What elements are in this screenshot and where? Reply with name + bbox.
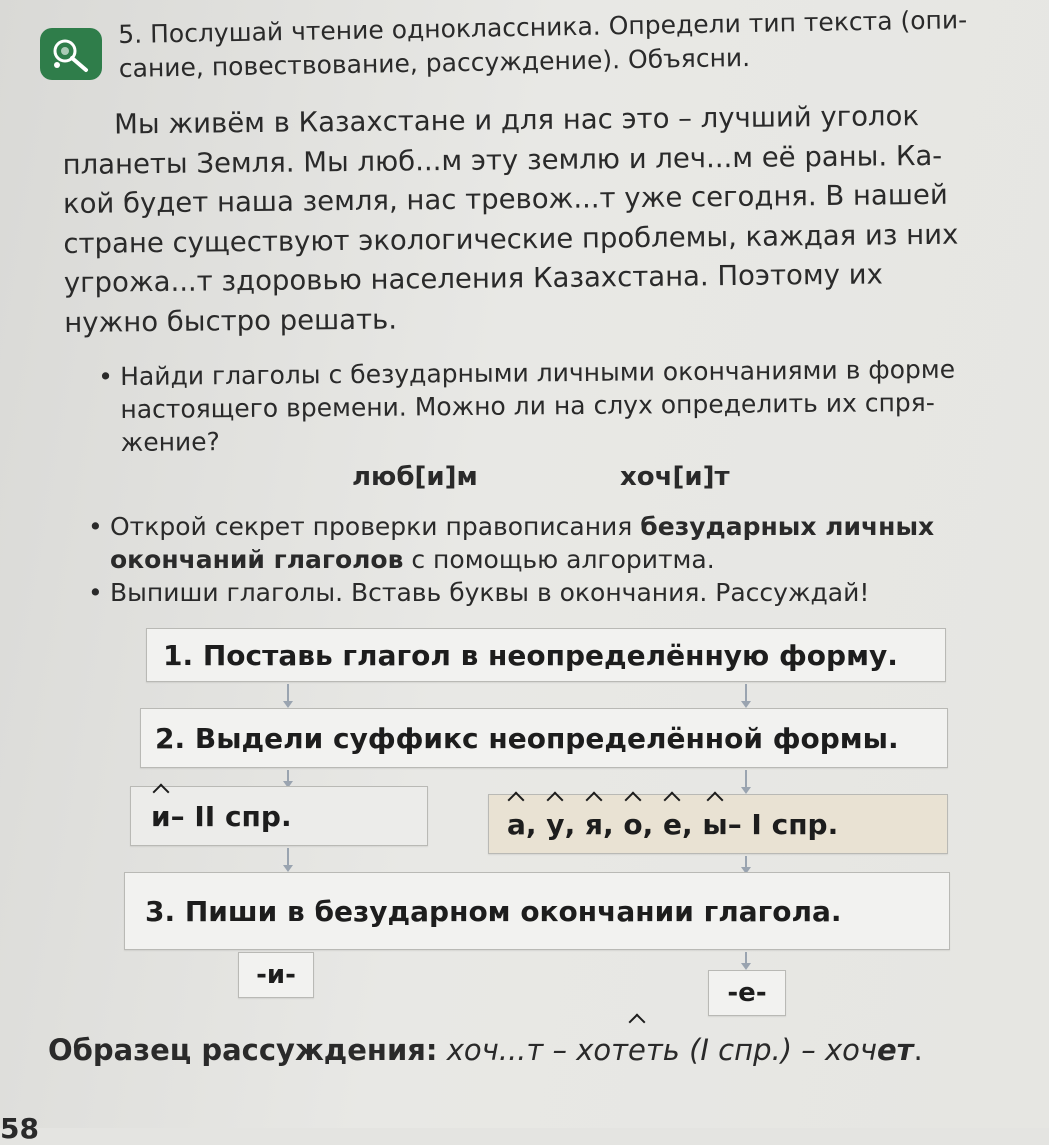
result-ending-i bbox=[238, 952, 314, 998]
down-arrow-icon bbox=[745, 684, 747, 702]
paragraph-line: стране существуют экологические проблемы, каждая из них bbox=[63, 218, 959, 260]
task-line-2: сание, повествование, рассуждение). Объясни. bbox=[118, 42, 751, 83]
paragraph-line: кой будет наша земля, нас тревож...т уже сегодня. В нашей bbox=[62, 178, 948, 220]
step-text: 3. Пиши в безударном окончании глагола. bbox=[145, 894, 842, 928]
bullet-bold-text: безударных личных bbox=[640, 512, 935, 541]
algorithm-step-1 bbox=[146, 628, 946, 682]
sample-text: ть (I спр.) – хоч bbox=[645, 1033, 877, 1067]
bullet-dot: • bbox=[98, 362, 114, 392]
bullet-dot: • bbox=[88, 578, 103, 607]
suffix-letter: я bbox=[584, 807, 603, 841]
down-arrow-icon bbox=[745, 856, 747, 868]
ending-text: -е- bbox=[727, 978, 767, 1008]
bullet-line: Найди глаголы с безударными личными окончаниями в форме bbox=[120, 354, 956, 391]
magnifier-icon-graphic bbox=[48, 34, 94, 74]
bullet-text: Открой секрет проверки правописания bbox=[110, 512, 641, 541]
algorithm-step-3 bbox=[124, 872, 950, 950]
ending-text: -и- bbox=[256, 960, 296, 990]
down-arrow-icon bbox=[287, 770, 289, 782]
conjugation-label: – II спр. bbox=[170, 799, 292, 833]
magnifier-icon bbox=[40, 28, 102, 80]
suffix-letter: а bbox=[507, 807, 526, 841]
suffix-letter: о bbox=[623, 807, 643, 841]
suffix-letter: у bbox=[546, 807, 565, 841]
sample-ending: ет bbox=[876, 1033, 914, 1067]
example-word: люб[и]м bbox=[352, 462, 478, 492]
conjugation-label: – I спр. bbox=[727, 807, 839, 841]
paragraph-line: планеты Земля. Мы люб...м эту землю и леч...м её раны. Ка- bbox=[62, 139, 943, 181]
step-text: 2. Выдели суффикс неопределённой формы. bbox=[155, 721, 899, 755]
down-arrow-icon bbox=[287, 684, 289, 702]
task-line-1: 5. Послушай чтение одноклассника. Определи тип текста (опи- bbox=[118, 5, 968, 49]
suffix-letter: ы bbox=[702, 807, 728, 841]
paragraph-line: нужно быстро решать. bbox=[64, 303, 398, 339]
down-arrow-icon bbox=[745, 770, 747, 788]
bullet-line: Выпиши глаголы. Вставь буквы в окончания. Рассуждай! bbox=[110, 578, 870, 607]
page-number: 58 bbox=[0, 1112, 39, 1145]
task-heading bbox=[118, 2, 1019, 86]
conjugation-i-box: а , у , я , о , е , ы – I спр. bbox=[488, 794, 948, 854]
example-word: хоч[и]т bbox=[620, 462, 730, 492]
reading-paragraph bbox=[62, 96, 1014, 343]
conjugation-ii-box bbox=[130, 786, 428, 846]
down-arrow-icon bbox=[745, 952, 747, 964]
suffix-letter: е bbox=[662, 807, 682, 841]
result-ending-e bbox=[708, 970, 786, 1016]
paragraph-line: Мы живём в Казахстане и для нас это – лучший уголок bbox=[114, 100, 920, 141]
bullet-line: жение? bbox=[120, 427, 220, 457]
bullet-text: с помощью алгоритма. bbox=[403, 545, 715, 574]
sample-label: Образец рассуждения: bbox=[48, 1033, 438, 1067]
suffix-letter: и bbox=[151, 799, 171, 833]
bullet-dot: • bbox=[88, 512, 103, 541]
bullet-bold-text: окончаний глаголов bbox=[110, 545, 404, 574]
paragraph-line: угрожа...т здоровью населения Казахстана. Поэтому их bbox=[63, 258, 883, 299]
sample-text: хоч...т – хот bbox=[437, 1033, 629, 1067]
bullet-write-out bbox=[88, 576, 1020, 609]
down-arrow-icon bbox=[287, 848, 289, 866]
sample-period: . bbox=[913, 1033, 923, 1067]
bullet-line: настоящего времени. Можно ли на слух определить их спря- bbox=[120, 387, 935, 424]
sample-hat-letter: е bbox=[628, 1030, 646, 1070]
bullet-secret bbox=[88, 510, 1020, 576]
bullet-find-verbs bbox=[98, 352, 1011, 459]
sample-reasoning bbox=[48, 1030, 1038, 1070]
step-text: 1. Поставь глагол в неопределённую форму. bbox=[163, 638, 898, 672]
algorithm-step-2 bbox=[140, 708, 948, 768]
